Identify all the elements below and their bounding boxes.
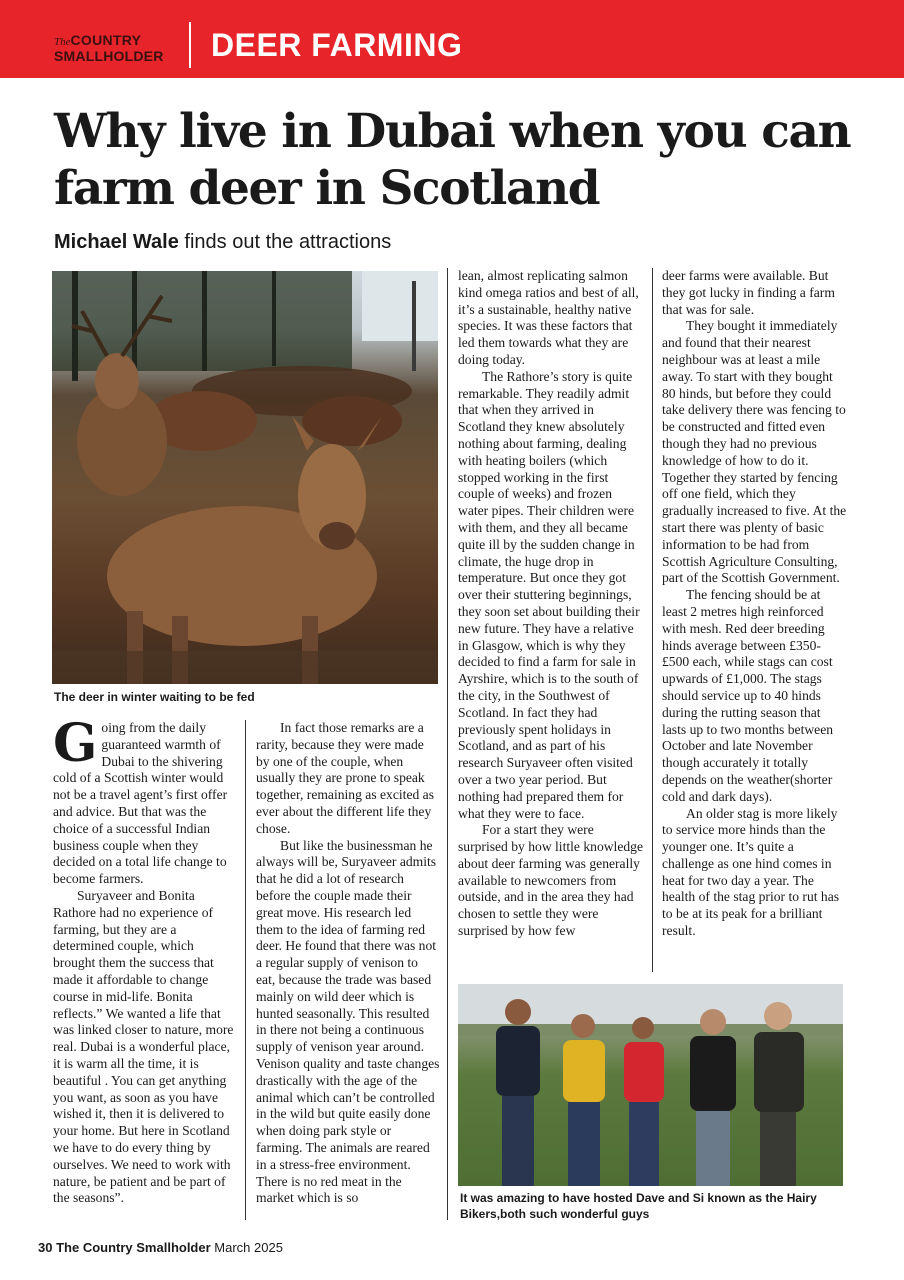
header-banner xyxy=(0,0,904,78)
brand-line2: SMALLHOLDER xyxy=(54,48,164,64)
paragraph: deer farms were available. But they got lucky in finding a farm that was for sale. xyxy=(662,268,835,317)
article-column-1 xyxy=(53,713,235,1207)
deer-herd-illustration xyxy=(52,271,438,684)
article-headline: Why live in Dubai when you can farm deer in Scotland xyxy=(54,104,851,216)
author-name: Michael Wale xyxy=(54,231,179,253)
paragraph-text: oing from the daily guaranteed warmth of Dubai to the shivering cold of a Scottish winter would not be a travel agent’s first offer and advice. But that was the choice of a successful Indian business couple when they decided on a total life change to become farmers. xyxy=(53,720,228,887)
paragraph: The fencing should be at least 2 metres high reinforced with mesh. Red deer breeding hinds average between £350-£500 each, while stags can cost upwards of £1,000. The stags should service up to 40 hinds during the rutting season that lasts up to two months between October and late November though accurately it totally depends on the weather(shorter cold and dark days). xyxy=(662,587,834,804)
paragraph: But like the businessman he always will be, Suryaveer admits that he did a lot of research before the couple made their great move. His research led them to the idea of farming red deer. He found that there was not a regular supply of venison to eat, because the trade was based mainly on wild deer which is hunted seasonally. This resulted in there not being a continuous supply of venison year around. Venison quality and taste changes drastically with the age of the animal which can’t be controlled in the wild but quite easily done when doing park style or farming. The animals are reared in a stress-free environment. There is no red meat in the market which is so xyxy=(256,837,440,1206)
section-title: DEER FARMING xyxy=(211,27,463,63)
standfirst xyxy=(54,231,391,254)
deer-photo-caption: The deer in winter waiting to be fed xyxy=(54,690,255,704)
paragraph: The Rathore’s story is quite remarkable. They readily admit that when they arrived in Scotland they knew absolutely nothing about farming, dealing with heating boilers (which stopped working in the first couple of weeks) and frozen water pipes. Their children were with them, and they all became quite ill by the sudden change in climate, the huge drop in temperature. But once they got over their stuttering beginnings, they soon set about building their new future. They have a relative in Glasgow, which is why they decided to find a farm for sale in Ayrshire, which is to the south of the city, in the Southwest of Scotland. In fact they had previously spent holidays in Scotland, and as part of his research Suryaveer often visited over a two year period. But nothing had prepared them for what they were to face. xyxy=(458,368,640,821)
group-photo xyxy=(458,984,843,1186)
article-column-2 xyxy=(256,720,440,1207)
column-rule xyxy=(447,268,448,1220)
paragraph: lean, almost replicating salmon kind omega ratios and best of all, it’s a sustainable, healthy native species. It was these factors that led them towards what they are doing today. xyxy=(458,268,639,367)
deer-photo xyxy=(52,271,438,684)
paragraph: For a start they were surprised by how little knowledge about deer farming was generally available to newcomers from outside, and in the area they had chosen to settle they were surprised by how few xyxy=(458,822,643,939)
page-footer xyxy=(38,1240,283,1255)
drop-cap: G xyxy=(53,713,98,774)
page-number: 30 xyxy=(38,1240,53,1255)
footer-issue: March 2025 xyxy=(214,1240,283,1255)
brand-the: The xyxy=(54,36,71,48)
paragraph xyxy=(53,713,235,888)
banner-divider xyxy=(189,22,191,68)
group-photo-caption: It was amazing to have hosted Dave and Si known as the Hairy Bikers,both such wonderful guys xyxy=(460,1191,817,1221)
brand-logo xyxy=(54,33,164,63)
paragraph: In fact those remarks are a rarity, because they were made by one of the couple, when usually they are prone to speak together, remaining as excited as ever about the different life they chose. xyxy=(256,720,434,836)
group-people-illustration xyxy=(458,984,843,1186)
paragraph: They bought it immediately and found that their nearest neighbour was at least a mile away. To start with they bought 80 hinds, but before they could take delivery there was fencing to be constructed and fitted even though they had no previous knowledge of how to do it. Together they started by fencing off one field, which they gradually increased to five. At the start there was plenty of basic information to be had from Scottish Agriculture Consulting, part of the Scottish Government. xyxy=(662,318,847,586)
brand-line1: COUNTRY xyxy=(70,32,142,48)
article-column-4 xyxy=(662,268,848,940)
paragraph: Suryaveer and Bonita Rathore had no experience of farming, but they are a determined couple, which brought them the success that made it affordable to change course in mid-life. Bonita reflects.” We wanted a life that was linked closer to nature, more real. Dubai is a wonderful place, it is warm all the time, it is beautiful . You can get anything you want, as soon as you have wished it, then it is delivered to your home. But here in Scotland we have to do every thing by ourselves. We need to work with nature, be patient and be part of the seasons”. xyxy=(53,887,234,1206)
column-rule xyxy=(652,268,653,972)
article-column-3 xyxy=(458,268,644,940)
standfirst-text: finds out the attractions xyxy=(178,231,392,253)
column-rule xyxy=(245,720,246,1220)
paragraph: An older stag is more likely to service more hinds than the younger one. It’s quite a challenge as one hind comes in heat for two day a year. The health of the stag prior to rut has to be at its peak for a brilliant result. xyxy=(662,805,840,939)
footer-publication: The Country Smallholder xyxy=(56,1240,211,1255)
